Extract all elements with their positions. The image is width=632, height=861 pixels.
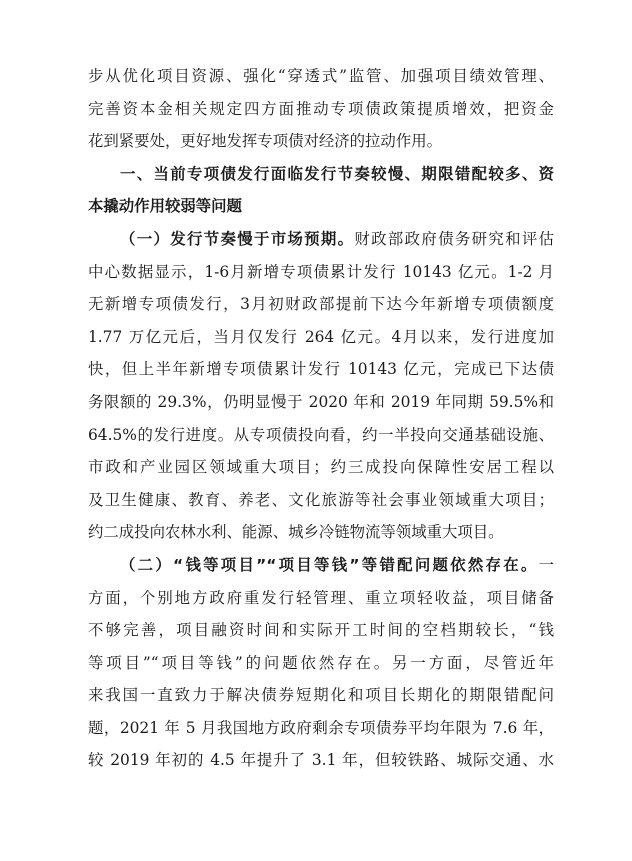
paragraph-line-17: 方面，个别地方政府重发行轻管理、重立项轻收益，项目储备 — [88, 588, 554, 607]
paragraph-line-2: 完善资本金相关规定四方面推动专项债政策提质增效，把资金 — [88, 99, 554, 118]
paragraph-line-22: 较 2019 年初的 4.5 年提升了 3.1 年，但较铁路、城际交通、水 — [88, 751, 554, 770]
paragraph-line-1: 步从优化项目资源、强化“穿透式”监管、加强项目绩效管理、 — [88, 67, 554, 85]
paragraph-line-7: 中心数据显示，1-6月新增专项债累计发行 10143 亿元。1-2 月 — [88, 262, 554, 281]
paragraph-line-10: 快，但上半年新增专项债累计发行 10143 亿元，完成已下达债 — [88, 360, 554, 379]
section-heading-line-1: 一、当前专项债发行面临发行节奏较慢、期限错配较多、资 — [120, 164, 554, 183]
paragraph-line-21: 题，2021 年 5 月我国地方政府剩余专项债券平均年限为 7.6 年， — [88, 718, 554, 737]
subheading-1-text: 财政部政府债务研究和评估 — [354, 229, 554, 248]
paragraph-line-8: 无新增专项债发行，3月初财政部提前下达今年新增专项债额度 — [88, 295, 554, 314]
paragraph-line-9: 1.77 万亿元后，当月仅发行 264 亿元。4月以来，发行进度加 — [88, 327, 554, 346]
paragraph-line-18: 不够完善，项目融资时间和实际开工时间的空档期较长，“钱 — [88, 621, 554, 640]
paragraph-line-3: 花到紧要处，更好地发挥专项债对经济的拉动作用。 — [88, 132, 442, 151]
section-heading-line-2: 本撬动作用较弱等问题 — [88, 197, 242, 216]
paragraph-line-15: 约二成投向农林水利、能源、城乡冷链物流等领域重大项目。 — [88, 523, 504, 542]
paragraph-line-14: 及卫生健康、教育、养老、文化旅游等社会事业领域重大项目； — [88, 490, 554, 509]
paragraph-line-12: 64.5%的发行进度。从专项债投向看，约一半投向交通基础设施、 — [88, 425, 554, 444]
subheading-2-text: 一 — [538, 555, 554, 574]
subheading-1-line — [88, 223, 554, 256]
paragraph-line-11: 务限额的 29.3%，仍明显慢于 2020 年和 2019 年同期 59.5%和 — [88, 392, 554, 411]
document-page — [88, 60, 554, 777]
subheading-1-title: （一）发行节奏慢于市场预期。 — [120, 229, 355, 248]
subheading-2-title: （二）“钱等项目”“项目等钱”等错配问题依然存在。 — [120, 555, 539, 574]
paragraph-line-13: 市政和产业园区领域重大项目；约三成投向保障性安居工程以 — [88, 458, 554, 477]
paragraph-line-19: 等项目”“项目等钱”的问题依然存在。另一方面，尽管近年 — [88, 653, 554, 672]
paragraph-line-20: 来我国一直致力于解决债券短期化和项目长期化的期限错配问 — [88, 686, 554, 705]
subheading-2-line — [88, 549, 554, 582]
